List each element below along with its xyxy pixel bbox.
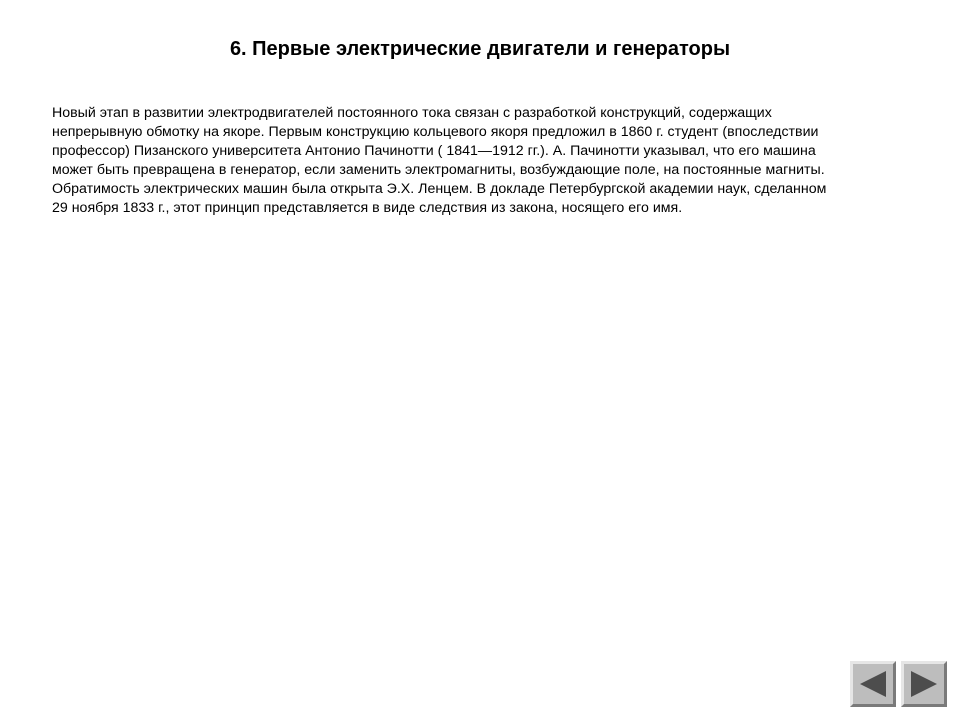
previous-slide-button[interactable] bbox=[850, 661, 896, 707]
next-slide-button[interactable] bbox=[901, 661, 947, 707]
slide-body-text: Новый этап в развитии электродвигателей постоянного тока связан с разработкой конструкций, содержащих непрерывную обмотку на якоре. Первым конструкцию кольцевого якоря предложил в 1860 г. студент (впоследствии профессор) Пизанского университета Антонио Пачинотти ( 1841—1912 гг.). А. Пачинотти указывал, что его машина может быть превращена в генератор, если заменить электромагниты, возбуждающие поле, на постоянные магниты. Обратимость электрических машин была открыта Э.Х. Ленцем. В докладе Петербургской академии наук, сделанном 29 ноября 1833 г., этот принцип представляется в виде следствия из закона, носящего его имя. bbox=[52, 105, 827, 216]
triangle-right-icon bbox=[907, 667, 941, 701]
slide-navigation bbox=[850, 661, 947, 707]
page-title: 6. Первые электрические двигатели и генераторы bbox=[229, 38, 731, 60]
triangle-left-icon bbox=[856, 667, 890, 701]
